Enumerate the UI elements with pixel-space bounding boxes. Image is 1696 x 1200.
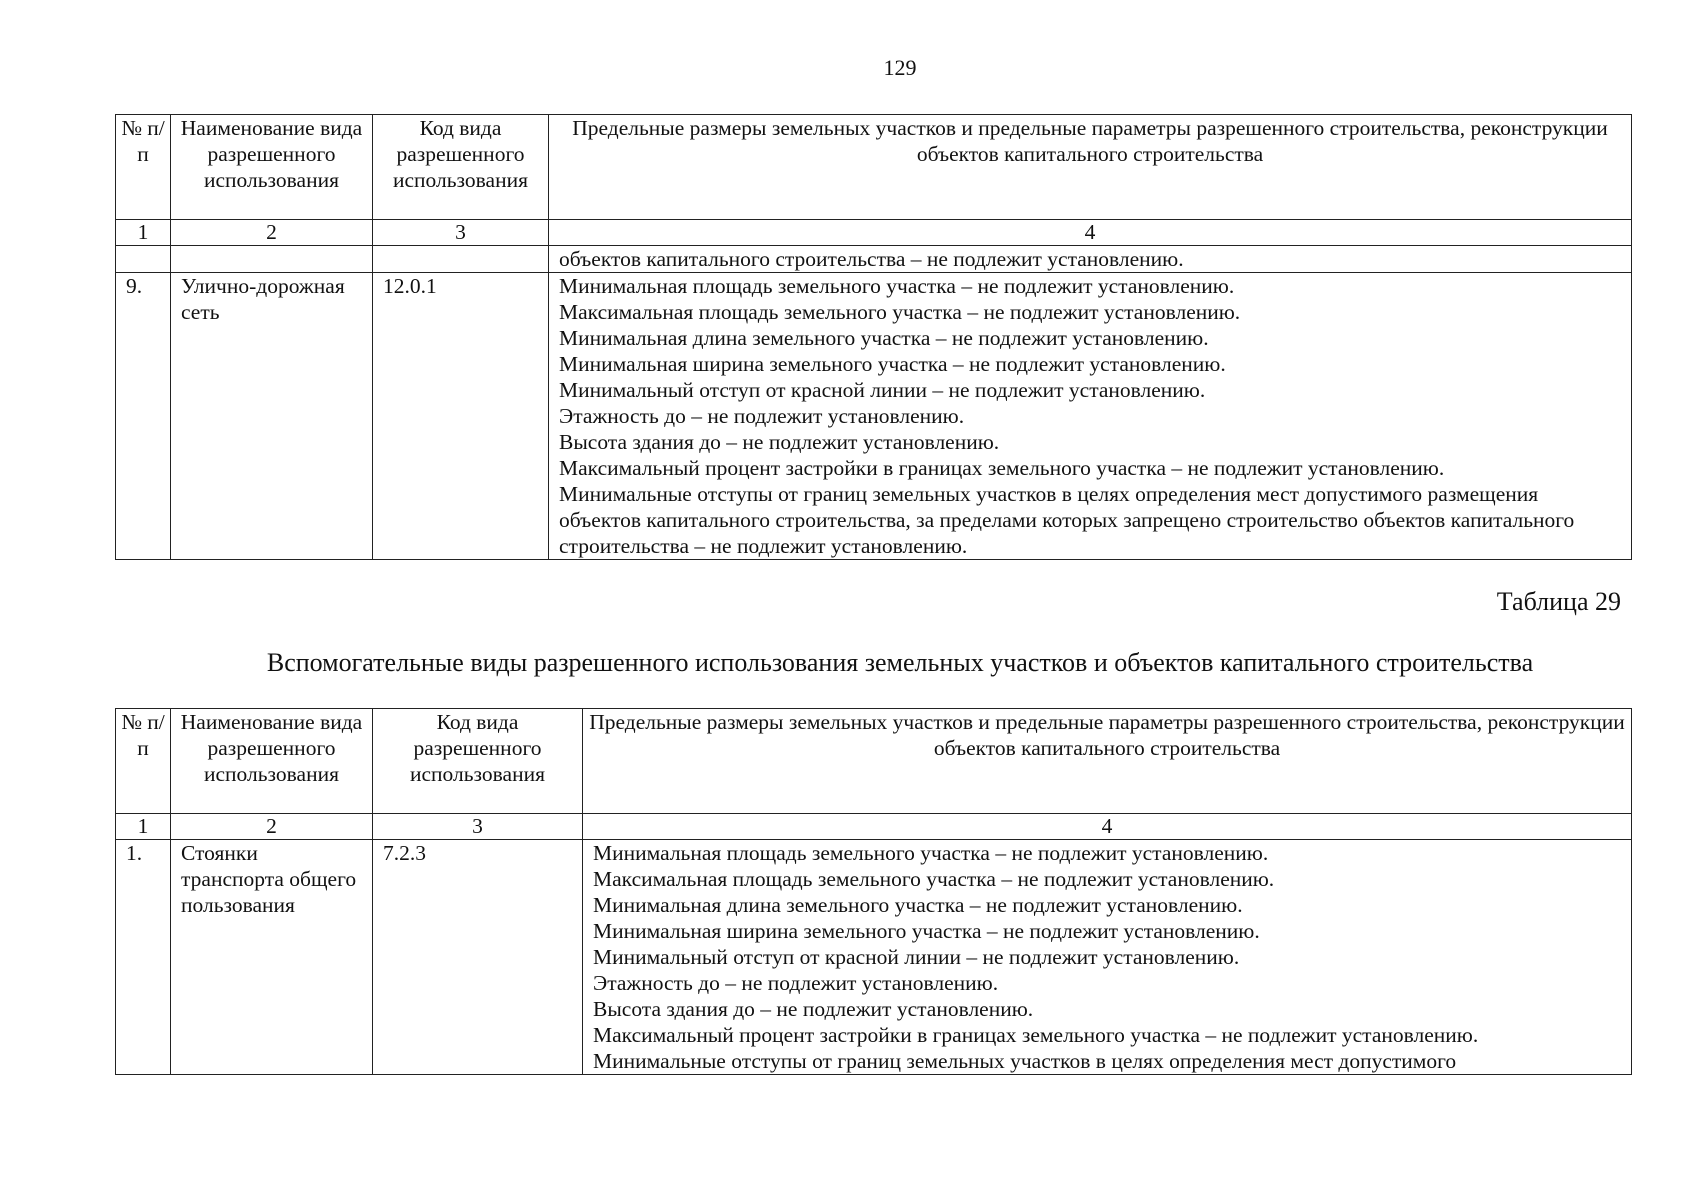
parameter-line: Минимальные отступы от границ земельных участков в целях определения мест допустимого размещения объектов капитального строительства, за пределами которых запрещено строительство объектов капитального строительства – не подлежит установлению. <box>559 482 1575 558</box>
parameter-line: Минимальная длина земельного участка – не подлежит установлению. <box>593 893 1243 917</box>
header-params: Предельные размеры земельных участков и предельные параметры разрешенного строительства, реконструкции объектов капитального строительства <box>549 115 1632 220</box>
table-row <box>116 840 1632 1075</box>
regulations-table-continued <box>115 114 1632 560</box>
parameter-line: Этажность до – не подлежит установлению. <box>559 404 965 428</box>
column-index-row <box>116 220 1632 246</box>
parameter-line: Этажность до – не подлежит установлению. <box>593 971 999 995</box>
use-type-code: 7.2.3 <box>373 840 583 1075</box>
column-index: 2 <box>171 220 373 246</box>
parameters-cell <box>549 273 1632 560</box>
parameter-line: Минимальные отступы от границ земельных участков в целях определения мест допустимого <box>593 1049 1457 1073</box>
column-index-row <box>116 814 1632 840</box>
parameter-line: Максимальная площадь земельного участка – не подлежит установлению. <box>559 300 1241 324</box>
column-index: 1 <box>116 814 171 840</box>
continuation-text: объектов капитального строительства – не подлежит установлению. <box>549 246 1632 273</box>
column-index: 3 <box>373 220 549 246</box>
auxiliary-uses-table <box>115 708 1632 1075</box>
parameter-line: Минимальная длина земельного участка – не подлежит установлению. <box>559 326 1209 350</box>
column-index: 2 <box>171 814 373 840</box>
parameters-cell <box>583 840 1632 1075</box>
row-number: 1. <box>116 840 171 1075</box>
header-num: № п/п <box>116 709 171 814</box>
use-type-name: Стоянки транспорта общего пользования <box>171 840 373 1075</box>
parameter-line: Высота здания до – не подлежит установлению. <box>559 430 1000 454</box>
continuation-row <box>116 246 1632 273</box>
parameter-line: Максимальный процент застройки в границах земельного участка – не подлежит установлению. <box>559 456 1445 480</box>
table-header-row <box>116 115 1632 220</box>
header-code: Код вида разрешенного использования <box>373 115 549 220</box>
parameter-line: Минимальная площадь земельного участка – не подлежит установлению. <box>593 841 1269 865</box>
parameter-line: Минимальная ширина земельного участка – не подлежит установлению. <box>593 919 1260 943</box>
column-index: 3 <box>373 814 583 840</box>
table-title: Вспомогательные виды разрешенного использования земельных участков и объектов капитального строительства <box>266 648 1534 677</box>
table-row <box>116 273 1632 560</box>
parameter-line: Высота здания до – не подлежит установлению. <box>593 997 1034 1021</box>
parameter-line: Минимальный отступ от красной линии – не подлежит установлению. <box>559 378 1206 402</box>
table-label: Таблица 29 <box>1496 587 1621 616</box>
parameter-line: Минимальная площадь земельного участка – не подлежит установлению. <box>559 274 1235 298</box>
column-index: 4 <box>549 220 1632 246</box>
header-name: Наименование вида разрешенного использования <box>171 709 373 814</box>
row-number: 9. <box>116 273 171 560</box>
parameter-line: Минимальная ширина земельного участка – не подлежит установлению. <box>559 352 1226 376</box>
header-name: Наименование вида разрешенного использования <box>171 115 373 220</box>
column-index: 4 <box>583 814 1632 840</box>
parameter-line: Максимальный процент застройки в границах земельного участка – не подлежит установлению. <box>593 1023 1479 1047</box>
parameter-line: Минимальный отступ от красной линии – не подлежит установлению. <box>593 945 1240 969</box>
header-code: Код вида разрешенного использования <box>373 709 583 814</box>
parameter-line: Максимальная площадь земельного участка – не подлежит установлению. <box>593 867 1275 891</box>
page-number: 129 <box>883 55 917 80</box>
column-index: 1 <box>116 220 171 246</box>
use-type-name: Улично-дорожная сеть <box>171 273 373 560</box>
header-params: Предельные размеры земельных участков и предельные параметры разрешенного строительства, реконструкции объектов капитального строительства <box>583 709 1632 814</box>
header-num: № п/п <box>116 115 171 220</box>
use-type-code: 12.0.1 <box>373 273 549 560</box>
table-header-row <box>116 709 1632 814</box>
